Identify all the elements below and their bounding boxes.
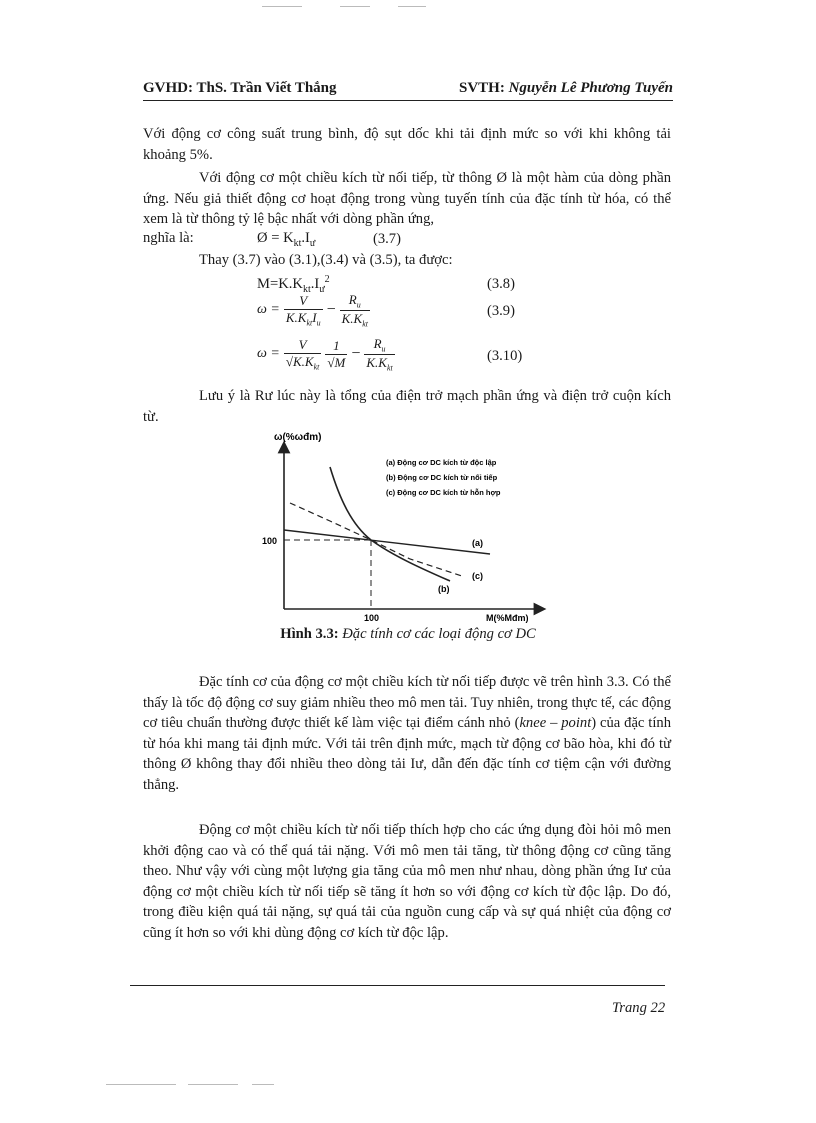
paragraph-6: Động cơ một chiều kích từ nối tiếp thích hợp cho các ứng dụng đòi hỏi mô men khởi động cao và có thể quá tải nặng. Với mô men tải tăng, từ thông động cơ cũng tăng theo. Như vậy với cùng một lượng gia tăng của mô men như nhau, dòng phần ứng Iư của động cơ một chiều kích từ nối tiếp sẽ tăng ít hơn so với động cơ kích từ độc lập. Do đó, trong điều kiện quá tải nặng, sự quá tải của nguồn cung cấp và sự quá nhiệt của động cơ cũng ít hơn so với khi dùng động cơ kích từ độc lập.	[143, 822, 671, 941]
y-axis-label: ω(%ωđm)	[274, 432, 322, 443]
equation-3-10: ω = $\frac{V}{√K.K_{kt}}$ $\frac{1}{√M}$ − $\frac{R_u}{K.K_{kt}}$	[257, 336, 393, 373]
equation-3-9: ω = $\frac{V}{K.K_{kt}I_u}$ − $\frac{R_u}{K.K_{kt}}$	[257, 292, 368, 329]
equation-number-3-7: (3.7)	[373, 231, 401, 247]
legend-b: (b) Động cơ DC kích từ nối tiếp	[386, 473, 498, 482]
curve-b-series	[330, 467, 450, 581]
paragraph-1: Với động cơ công suất trung bình, độ sụt dốc khi tải định mức so với khi không tải khoảng 5%.	[143, 126, 671, 163]
scan-mark	[398, 6, 426, 7]
header-student-label: SVTH:	[459, 80, 505, 96]
scan-mark	[188, 1084, 238, 1085]
header-supervisor: GVHD: ThS. Trần Viết Thắng	[143, 80, 337, 96]
curve-label-b: (b)	[438, 584, 450, 594]
legend-c: (c) Động cơ DC kích từ hỗn hợp	[386, 488, 501, 497]
scan-mark	[340, 6, 370, 7]
paragraph-2-tail: nghĩa là:	[143, 230, 194, 246]
equation-number-3-8: (3.8)	[487, 276, 515, 292]
legend-a: (a) Động cơ DC kích từ độc lập	[386, 458, 497, 467]
footer-rule	[130, 985, 665, 986]
paragraph-4: Lưu ý là Rư lúc này là tổng của điện trở mạch phần ứng và điện trở cuộn kích từ.	[143, 388, 671, 425]
figure-3-3	[240, 425, 560, 625]
paragraph-2: Với động cơ một chiều kích từ nối tiếp, từ thông Ø là một hàm của dòng phần ứng. Nếu giả thiết động cơ hoạt động trong vùng tuyến tính của đặc tính từ hóa, có thể xem là từ thông tỷ lệ bậc nhất với dòng phần ứng,	[143, 170, 671, 227]
scan-mark	[106, 1084, 176, 1085]
curve-label-c: (c)	[472, 571, 483, 581]
x-axis-label: M(%Mđm)	[486, 613, 529, 623]
paragraph-3: Thay (3.7) vào (3.1),(3.4) và (3.5), ta được:	[199, 252, 453, 268]
equation-3-7: Ø = $K_{kt}.I_ư$	[257, 230, 316, 249]
page-number: Trang 22	[612, 1000, 666, 1016]
equation-number-3-9: (3.9)	[487, 303, 515, 319]
curve-label-a: (a)	[472, 538, 483, 548]
paragraph-5: Đặc tính cơ của động cơ một chiều kích từ nối tiếp được vẽ trên hình 3.3. Có thể thấy là tốc độ động cơ suy giảm nhiều theo mô men tải. Tuy nhiên, trong thực tế, các động cơ tiêu chuẩn thường được thiết kế làm việc tại điểm cánh nhỏ (knee – point) của đặc tính từ hóa khi mang tải định mức. Với tải trên định mức, mạch từ động cơ bão hòa, khi đó từ thông Ø không thay đổi nhiều theo dòng tải Iư, dẫn đến đặc tính cơ tiệm cận với đường thẳng.	[143, 674, 672, 793]
equation-3-8: $M=K.K_{kt}.I_ư^2$	[257, 274, 330, 295]
x-tick-100: 100	[364, 613, 380, 623]
equation-number-3-10: (3.10)	[487, 348, 523, 364]
figure-caption: Hình 3.3: Đặc tính cơ các loại động cơ DC	[280, 626, 536, 642]
header-student	[459, 80, 673, 97]
scan-mark	[252, 1084, 274, 1085]
scan-mark	[262, 6, 302, 7]
header-student-name: Nguyễn Lê Phương Tuyến	[508, 80, 673, 96]
header-rule	[143, 100, 673, 101]
y-tick-100: 100	[262, 536, 278, 546]
